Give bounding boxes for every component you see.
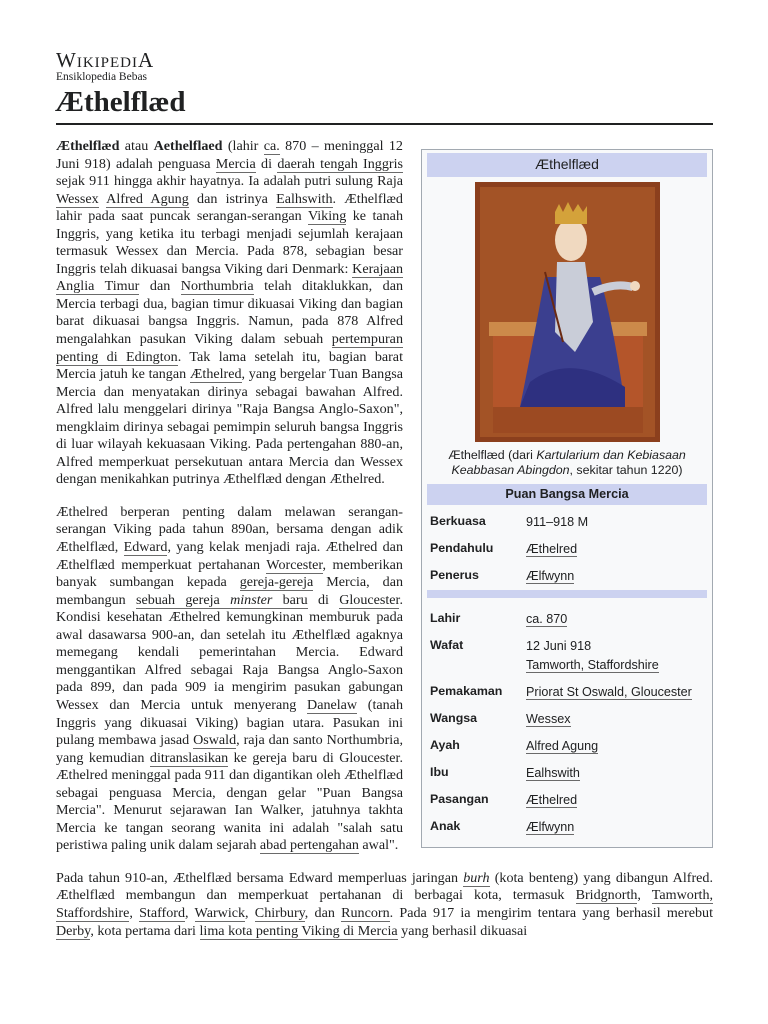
link-stafford[interactable]: Stafford: [139, 904, 186, 921]
link-warwick[interactable]: Warwick: [194, 904, 246, 921]
paragraph-1: Æthelflæd atau Aethelflaed (lahir ca. 870 – meninggal 12 Juni 918) adalah penguasa Mercia di daerah tengah Inggris sejak 911 hingga akhir hayatnya. Ia adalah putri sulung Raja Wessex Alfred Agung dan istrinya Ealhswith. Æthelflæd lahir pada saat puncak serangan-serangan Viking ke tanah Inggris, yang ketika itu terbagi menjadi sejumlah kerajaan termasuk Wessex dan Mercia. Pada 878, sebagian besar Inggris telah dikuasai bangsa Viking dari Denmark: Kerajaan Anglia Timur dan Northumbria telah ditaklukkan, dan Mercia terbagi dua, bagian timur dikuasai Viking dan bagian barat dikuasai bangsa Inggris. Namun, pada 878 Alfred mengalahkan pasukan Viking dalam sebuah pertempuran penting di Edington. Tak lama setelah itu, bagian barat Mercia jatuh ke tangan Æthelred, yang bergelar Tuan Bangsa Mercia dan menyatakan dirinya sebagai bawahan Alfred. Alfred lalu menggelari dirinya "Raja Bangsa Anglo-Saxon", mengklaim dirinya sebagai pemimpin seluruh bangsa Inggris di luar wilayah kekuasaan Viking. Pada pertengahan 880-an, Alfred memperkuat persekutuan antara Mercia dan Wessex dengan menikahkan putrinya Æthelflæd dengan Æthelred.: [56, 138, 404, 488]
infobox-row: [427, 733, 707, 760]
infobox-header: Æthelflæd: [427, 153, 707, 177]
link-gloucester[interactable]: Gloucester: [339, 591, 400, 608]
row-value: [523, 733, 707, 760]
child-link[interactable]: Ælfwynn: [526, 820, 575, 835]
infobox-row: [427, 633, 707, 679]
mother-link[interactable]: Ealhswith: [526, 766, 580, 781]
caption-part: , sekitar tahun 1220): [569, 463, 683, 478]
infobox-subheader: Puan Bangsa Mercia: [427, 484, 707, 506]
row-label: Pemakaman: [430, 684, 503, 699]
row-label: Wangsa: [430, 711, 478, 726]
title-divider: [56, 123, 713, 125]
house-link[interactable]: Wessex: [526, 712, 571, 727]
link-danelaw[interactable]: Danelaw: [307, 696, 358, 713]
link-edington[interactable]: pertempuran penting di Edington: [56, 331, 403, 365]
link-tamworth[interactable]: Tamworth, Staffordshire: [56, 887, 714, 921]
infobox-row: [427, 606, 707, 633]
predecessor-link[interactable]: Æthelred: [526, 542, 578, 557]
page-title: Æthelflæd: [55, 86, 186, 118]
infobox-row: [427, 536, 707, 563]
row-label: Lahir: [430, 611, 461, 626]
spouse-link[interactable]: Æthelred: [526, 793, 578, 808]
row-value: [523, 679, 707, 706]
row-label: Berkuasa: [430, 514, 486, 529]
link-mercia[interactable]: Mercia: [215, 155, 256, 172]
burial-link[interactable]: Priorat St Oswald, Gloucester: [526, 685, 692, 700]
row-label: Anak: [430, 819, 461, 834]
link-runcorn[interactable]: Runcorn: [341, 904, 390, 921]
logo-tagline: Ensiklopedia Bebas: [56, 71, 148, 83]
image-caption: [427, 442, 707, 484]
link-translation[interactable]: ditranslasikan: [149, 749, 229, 766]
link-bridgnorth[interactable]: Bridgnorth: [575, 887, 638, 904]
row-value: [523, 633, 707, 679]
link-five-boroughs[interactable]: lima kota penting Viking di Mercia: [199, 922, 398, 939]
portrait-image[interactable]: [475, 182, 660, 442]
infobox-row: [427, 563, 707, 590]
infobox: [421, 149, 713, 848]
infobox-gap: [427, 598, 707, 606]
row-label: Ibu: [430, 765, 449, 780]
caption-source-title: Kartularium dan Kebiasaan Keabbasan Abingdon: [451, 447, 686, 478]
row-value: [523, 563, 707, 590]
row-value: [523, 706, 707, 733]
infobox-row: [427, 760, 707, 787]
paragraph-2: Æthelred berperan penting dalam melawan serangan-serangan Viking pada tahun 890an, bersama dengan adik Æthelflæd, Edward, yang kelak menjadi raja. Æthelred dan Æthelflæd memperkuat pertahanan Worcester, memberikan banyak sumbangan kepada gereja-gereja Mercia, dan membangun sebuah gereja minster baru di Gloucester. Kondisi kesehatan Æthelred kemungkinan memburuk pada awal dasawarsa 900-an, dan setelah itu Æthelflæd agaknya memegang kendali pemerintahan Mercia. Edward menggantikan Alfred sebagai Raja Bangsa Anglo-Saxon pada 899, dan pada 909 ia mengirim pasukan gabungan Wessex dan Mercia untuk menyerang Danelaw (tanah Inggris yang dikuasai Viking) bagian utara. Pasukan ini pulang membawa jasad Oswald, raja dan santo Northumbria, yang kemudian ditranslasikan ke gereja baru di Gloucester. Æthelred meninggal pada 911 dan digantikan oleh Æthelflæd sebagai penguasa Mercia, dengan gelar "Puan Bangsa Mercia". Menurut sejarawan Ian Walker, jatuhnya takhta Mercia ke tangan seorang wanita ini adalah "salah satu peristiwa paling unik dalam sejarah abad pertengahan awal".: [56, 503, 403, 854]
row-value: [523, 814, 707, 841]
row-value: [523, 536, 707, 563]
link-chirbury[interactable]: Chirbury: [254, 904, 305, 921]
link-worcester[interactable]: Worcester: [266, 556, 323, 573]
row-value: [523, 606, 707, 633]
infobox-row: [427, 679, 707, 706]
link-churches[interactable]: gereja-gereja: [239, 574, 314, 591]
link-oswald[interactable]: Oswald: [193, 732, 237, 749]
link-burh[interactable]: burh: [463, 869, 490, 886]
infobox-separator: [427, 590, 707, 598]
row-value: [523, 760, 707, 787]
row-label: Wafat: [430, 638, 464, 653]
link-aethelred[interactable]: Æthelred: [189, 366, 242, 383]
link-derby[interactable]: Derby: [56, 922, 91, 939]
circa-link[interactable]: ca.: [263, 138, 280, 154]
logo-title: WikipediA: [56, 48, 155, 72]
infobox-row: [427, 706, 707, 733]
link-wessex[interactable]: Wessex: [56, 190, 99, 207]
death-date: 12 Juni 918: [526, 639, 592, 654]
row-label: Pasangan: [430, 792, 489, 807]
successor-link[interactable]: Ælfwynn: [526, 569, 575, 584]
caption-part: Æthelflæd (dari: [448, 447, 537, 462]
row-label: Penerus: [430, 568, 479, 583]
death-place-link[interactable]: Tamworth, Staffordshire: [526, 658, 659, 673]
site-logo[interactable]: [56, 48, 154, 83]
row-value: 911–918 M: [526, 515, 589, 530]
infobox-row: [427, 787, 707, 814]
link-alfred[interactable]: Alfred Agung: [106, 190, 189, 207]
link-viking[interactable]: Viking: [307, 208, 347, 225]
link-ealhswith[interactable]: Ealhswith: [276, 190, 333, 207]
article-body: [56, 138, 713, 955]
link-midlands[interactable]: daerah tengah Inggris: [277, 155, 403, 172]
row-value: [523, 787, 707, 814]
infobox-row: [427, 509, 707, 536]
link-middle-ages[interactable]: abad pertengahan: [259, 837, 359, 854]
link-minster[interactable]: sebuah gereja minster baru: [135, 591, 308, 608]
infobox-table: [427, 509, 707, 841]
father-link[interactable]: Alfred Agung: [526, 739, 599, 754]
link-edward[interactable]: Edward: [123, 539, 168, 556]
link-east-anglia[interactable]: Kerajaan Anglia Timur: [56, 260, 403, 295]
born-value[interactable]: ca. 870: [526, 612, 568, 627]
link-northumbria[interactable]: Northumbria: [180, 278, 254, 295]
paragraph-3: Pada tahun 910-an, Æthelflæd bersama Edward memperluas jaringan burh (kota benteng) yang dibangun Alfred. Æthelflæd membangun dan memperkuat pertahanan di berbagai kota, termasuk Bridgnorth, Tamworth, Staffordshire, Stafford, Warwick, Chirbury, dan Runcorn. Pada 917 ia mengirim tentara yang berhasil merebut Derby, kota pertama dari lima kota penting Viking di Mercia yang berhasil dikuasai: [56, 869, 714, 939]
infobox-row: [427, 814, 707, 841]
portrait-illustration: [475, 182, 660, 442]
row-label: Ayah: [430, 738, 460, 753]
row-label: Pendahulu: [430, 541, 494, 556]
